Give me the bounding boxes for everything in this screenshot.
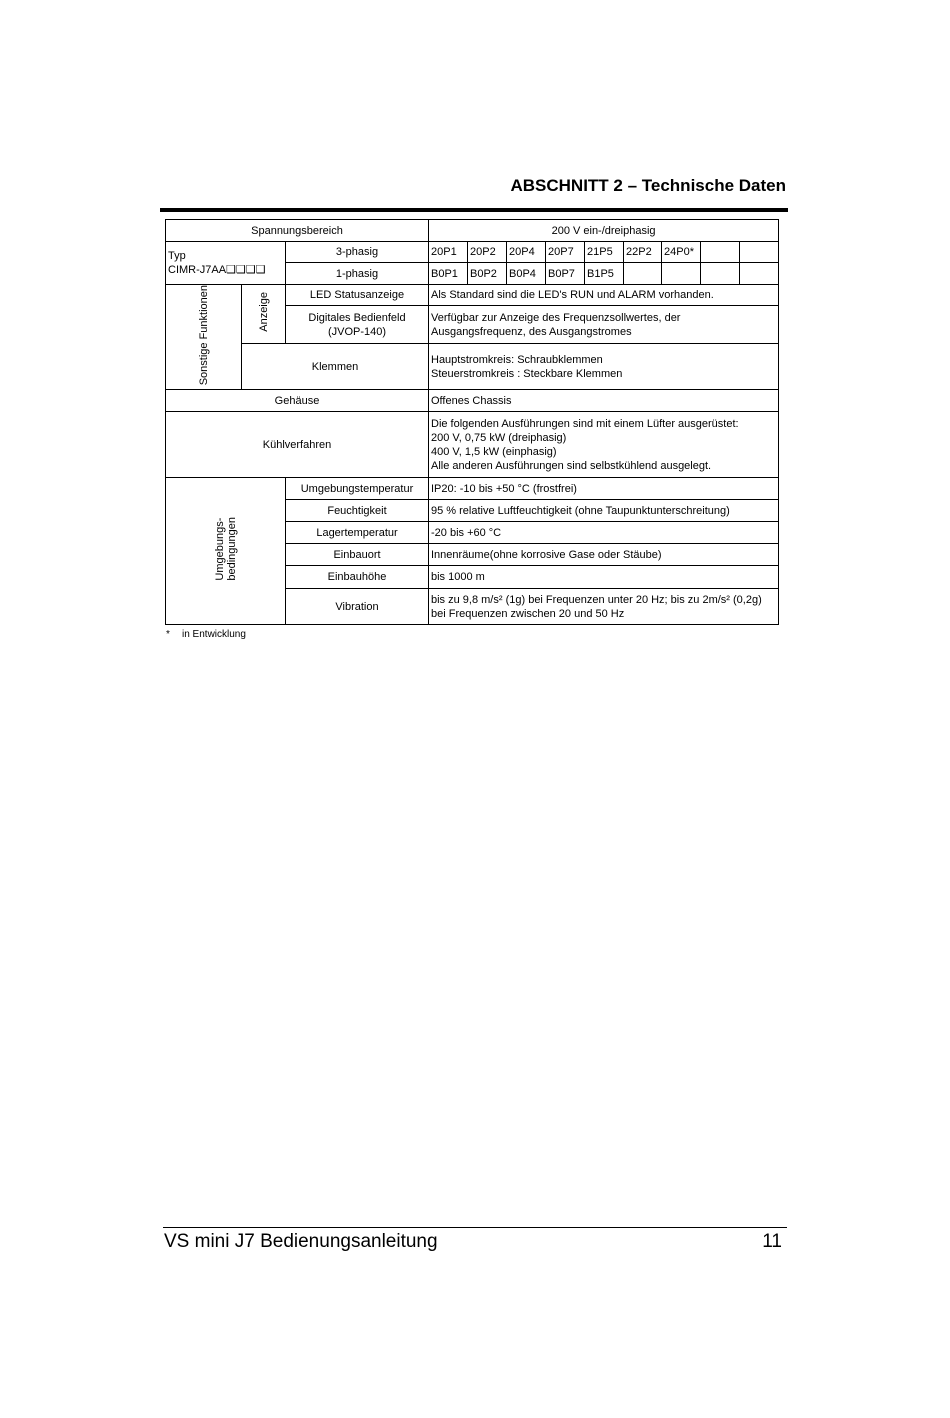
panel-label	[286, 306, 429, 344]
phase1-code: B1P5	[585, 263, 624, 285]
type-label-line2: CIMR-J7AA❑❑❑❑	[168, 264, 266, 276]
housing-value: Offenes Chassis	[429, 390, 779, 412]
terminals-value-line2: Steuerstromkreis : Steckbare Klemmen	[431, 367, 623, 380]
footer-rule	[163, 1227, 787, 1228]
phase3-label: 3-phasig	[286, 242, 429, 263]
type-label	[166, 242, 286, 285]
footnote-marker: *	[166, 629, 170, 640]
phase3-code	[740, 242, 779, 263]
terminals-value-line1: Hauptstromkreis: Schraubklemmen	[431, 353, 603, 366]
voltage-range-label: Spannungsbereich	[166, 220, 429, 242]
cooling-label: Kühlverfahren	[166, 412, 429, 478]
phase1-code	[662, 263, 701, 285]
env-row-label: Einbauhöhe	[286, 566, 429, 589]
phase1-code	[740, 263, 779, 285]
vibration-value: bis zu 9,8 m/s² (1g) bei Frequenzen unter 20 Hz; bis zu 2m/s² (0,2g) bei Frequenzen zwischen 20 und 50 Hz	[429, 589, 779, 625]
cooling-line: Alle anderen Ausführungen sind selbstkühlend ausgelegt.	[431, 459, 712, 472]
other-functions-text: Sonstige Funktionen	[197, 285, 210, 386]
panel-label-line1: Digitales Bedienfeld	[308, 311, 406, 324]
phase1-code: B0P2	[468, 263, 507, 285]
led-value: Als Standard sind die LED's RUN und ALARM vorhanden.	[429, 285, 779, 306]
led-label: LED Statusanzeige	[286, 285, 429, 306]
phase3-code: 24P0*	[662, 242, 701, 263]
phase1-code	[701, 263, 740, 285]
phase3-code: 21P5	[585, 242, 624, 263]
section-title: ABSCHNITT 2 – Technische Daten	[510, 176, 786, 195]
header-rule	[160, 208, 788, 212]
other-functions-label	[166, 285, 242, 390]
footer-title: VS mini J7 Bedienungsanleitung	[164, 1231, 438, 1252]
phase3-code	[701, 242, 740, 263]
env-row-label: Einbauort	[286, 544, 429, 566]
terminals-label: Klemmen	[242, 344, 429, 390]
environment-text: Umgebungs- bedingungen	[213, 517, 238, 582]
phase3-code: 20P4	[507, 242, 546, 263]
phase1-code: B0P1	[429, 263, 468, 285]
env-row-value: bis 1000 m	[429, 566, 779, 589]
spec-table	[165, 219, 779, 625]
env-row-value: IP20: -10 bis +50 °C (frostfrei)	[429, 478, 779, 500]
housing-label: Gehäuse	[166, 390, 429, 412]
page-number: 11	[762, 1231, 782, 1252]
footnote	[166, 629, 246, 640]
panel-label-line2: (JVOP-140)	[327, 325, 387, 338]
env-row-label: Lagertemperatur	[286, 522, 429, 544]
env-row-label: Feuchtigkeit	[286, 500, 429, 522]
footnote-text: in Entwicklung	[182, 629, 246, 640]
display-text: Anzeige	[257, 292, 270, 332]
phase3-code: 20P2	[468, 242, 507, 263]
cooling-line: 400 V, 1,5 kW (einphasig)	[431, 445, 557, 458]
terminals-value	[429, 344, 779, 390]
voltage-range-value: 200 V ein-/dreiphasig	[429, 220, 779, 242]
display-label	[242, 285, 286, 344]
env-row-value: 95 % relative Luftfeuchtigkeit (ohne Taupunktunterschreitung)	[429, 500, 779, 522]
phase3-code: 20P7	[546, 242, 585, 263]
phase1-label: 1-phasig	[286, 263, 429, 285]
env-row-label: Umgebungstemperatur	[286, 478, 429, 500]
env-row-value: Innenräume(ohne korrosive Gase oder Stäube)	[429, 544, 779, 566]
phase1-code	[624, 263, 662, 285]
cooling-line: 200 V, 0,75 kW (dreiphasig)	[431, 431, 567, 444]
cooling-line: Die folgenden Ausführungen sind mit einem Lüfter ausgerüstet:	[431, 417, 739, 430]
type-label-line1: Typ	[168, 250, 186, 262]
panel-value: Verfügbar zur Anzeige des Frequenzsollwertes, der Ausgangsfrequenz, des Ausgangstromes	[429, 306, 779, 344]
phase1-code: B0P7	[546, 263, 585, 285]
phase3-code: 22P2	[624, 242, 662, 263]
env-row-value: -20 bis +60 °C	[429, 522, 779, 544]
phase1-code: B0P4	[507, 263, 546, 285]
cooling-value	[429, 412, 779, 478]
phase3-code: 20P1	[429, 242, 468, 263]
vibration-label: Vibration	[286, 589, 429, 625]
environment-label	[166, 478, 286, 625]
